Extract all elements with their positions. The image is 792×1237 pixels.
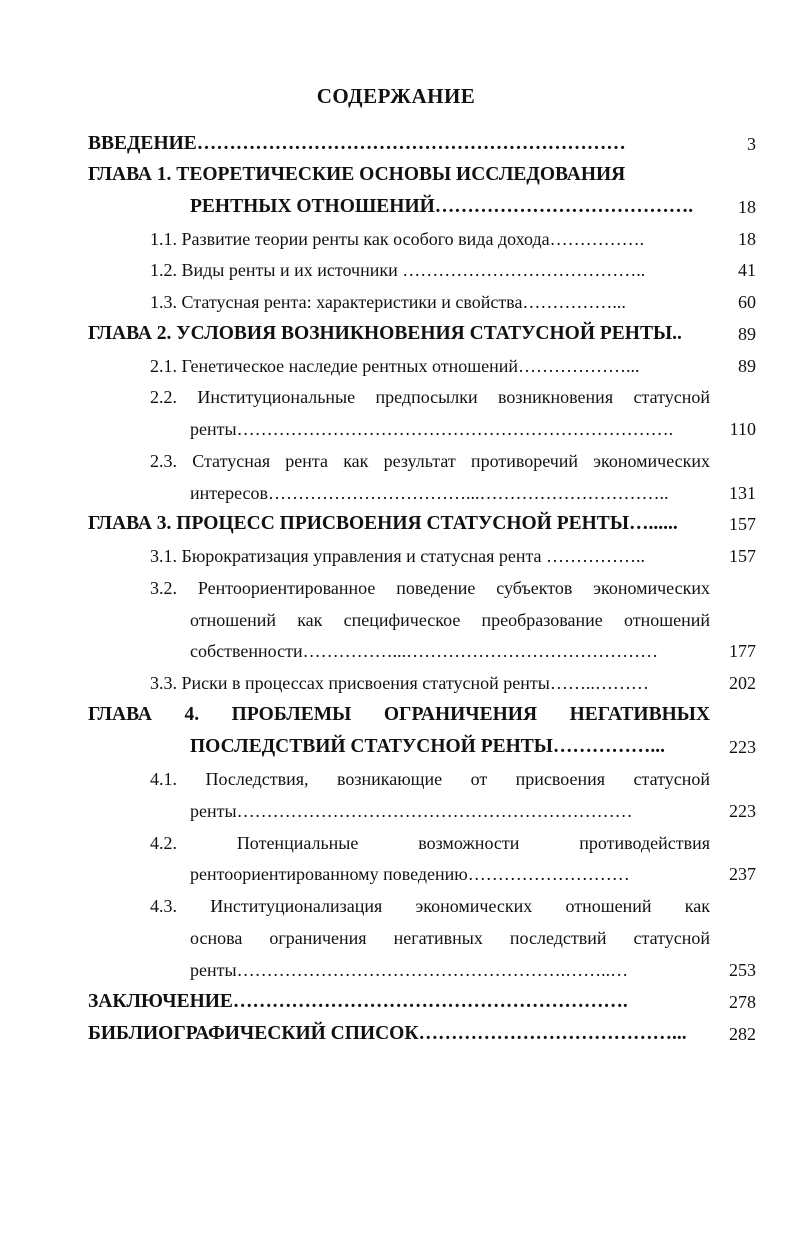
toc-page-2-2: 110 [729, 419, 756, 439]
toc-section-2-3-cont[interactable]: интересов……………………………...………………………….. [190, 483, 669, 503]
toc-section-4-2-cont[interactable]: рентоориентированному поведению……………………… [190, 864, 630, 884]
toc-page-chapter-2: 89 [738, 324, 756, 344]
toc-section-4-3-cont2[interactable]: ренты……………………………………………….……..… [190, 960, 629, 980]
toc-section-4-3[interactable]: 4.3. Институционализация экономических отношений как [150, 896, 710, 916]
toc-chapter-2-title[interactable]: ГЛАВА 2. УСЛОВИЯ ВОЗНИКНОВЕНИЯ СТАТУСНОЙ РЕНТЫ.. [88, 323, 682, 344]
toc-page-4-2: 237 [729, 864, 756, 884]
toc-section-2-2[interactable]: 2.2. Институциональные предпосылки возникновения статусной [150, 387, 710, 407]
toc-page-chapter-1: 18 [738, 197, 756, 217]
toc-chapter-4-title[interactable]: ГЛАВА 4. ПРОБЛЕМЫ ОГРАНИЧЕНИЯ НЕГАТИВНЫХ [88, 704, 710, 725]
toc-page-2-1: 89 [738, 356, 756, 376]
toc-chapter-1-title-cont[interactable]: РЕНТНЫХ ОТНОШЕНИЙ…………………………………. [190, 196, 694, 217]
toc-section-4-1-cont[interactable]: ренты………………………………………………………… [190, 801, 633, 821]
toc-section-3-1[interactable]: 3.1. Бюрократизация управления и статусная рента …………….. [150, 546, 646, 566]
toc-entry-bibliography[interactable]: БИБЛИОГРАФИЧЕСКИЙ СПИСОК…………………………………... [88, 1023, 687, 1044]
toc-page-intro: 3 [747, 134, 756, 154]
page-title: СОДЕРЖАНИЕ [316, 84, 476, 108]
toc-page-bibliography: 282 [729, 1024, 756, 1044]
toc-chapter-3-title[interactable]: ГЛАВА 3. ПРОЦЕСС ПРИСВОЕНИЯ СТАТУСНОЙ РЕНТЫ…...... [88, 513, 678, 534]
toc-page-conclusion: 278 [729, 992, 756, 1012]
toc-chapter-1-title[interactable]: ГЛАВА 1. ТЕОРЕТИЧЕСКИЕ ОСНОВЫ ИССЛЕДОВАНИЯ [88, 164, 626, 185]
toc-section-4-2[interactable]: 4.2. Потенциальные возможности противодействия [150, 833, 710, 853]
toc-section-1-3[interactable]: 1.3. Статусная рента: характеристики и свойства……………... [150, 292, 626, 312]
toc-page-3-2: 177 [729, 641, 756, 661]
toc-section-3-2-cont[interactable]: отношений как специфическое преобразование отношений [190, 610, 710, 630]
toc-page-1-3: 60 [738, 292, 756, 312]
toc-entry-intro[interactable]: ВВЕДЕНИЕ………………………………………………………… [88, 133, 626, 154]
toc-entry-conclusion[interactable]: ЗАКЛЮЧЕНИЕ……………………………………………………. [88, 991, 628, 1012]
toc-section-2-2-cont[interactable]: ренты………………………………………………………………. [190, 419, 674, 439]
toc-section-1-2[interactable]: 1.2. Виды ренты и их источники ………………………………….. [150, 260, 646, 280]
toc-page-3-1: 157 [729, 546, 756, 566]
toc-page-4-1: 223 [729, 801, 756, 821]
toc-page-chapter-3: 157 [729, 514, 756, 534]
toc-page-1-1: 18 [738, 229, 756, 249]
toc-section-3-3[interactable]: 3.3. Риски в процессах присвоения статусной ренты……..……… [150, 673, 649, 693]
toc-section-4-1[interactable]: 4.1. Последствия, возникающие от присвоения статусной [150, 769, 710, 789]
toc-section-1-1[interactable]: 1.1. Развитие теории ренты как особого вида дохода……………. [150, 229, 645, 249]
toc-page-3-3: 202 [729, 673, 756, 693]
toc-section-3-2-cont2[interactable]: собственности……………...…………………………………… [190, 641, 659, 661]
toc-section-2-3[interactable]: 2.3. Статусная рента как результат противоречий экономических [150, 451, 710, 471]
toc-section-3-2[interactable]: 3.2. Рентоориентированное поведение субъектов экономических [150, 578, 710, 598]
toc-page-4-3: 253 [729, 960, 756, 980]
toc-chapter-4-title-cont[interactable]: ПОСЛЕДСТВИЙ СТАТУСНОЙ РЕНТЫ……………... [190, 736, 666, 757]
toc-section-2-1[interactable]: 2.1. Генетическое наследие рентных отношений………………... [150, 356, 640, 376]
toc-page-1-2: 41 [738, 260, 756, 280]
toc-page-chapter-4: 223 [729, 737, 756, 757]
toc-section-4-3-cont[interactable]: основа ограничения негативных последствий статусной [190, 928, 710, 948]
toc-page-2-3: 131 [729, 483, 756, 503]
